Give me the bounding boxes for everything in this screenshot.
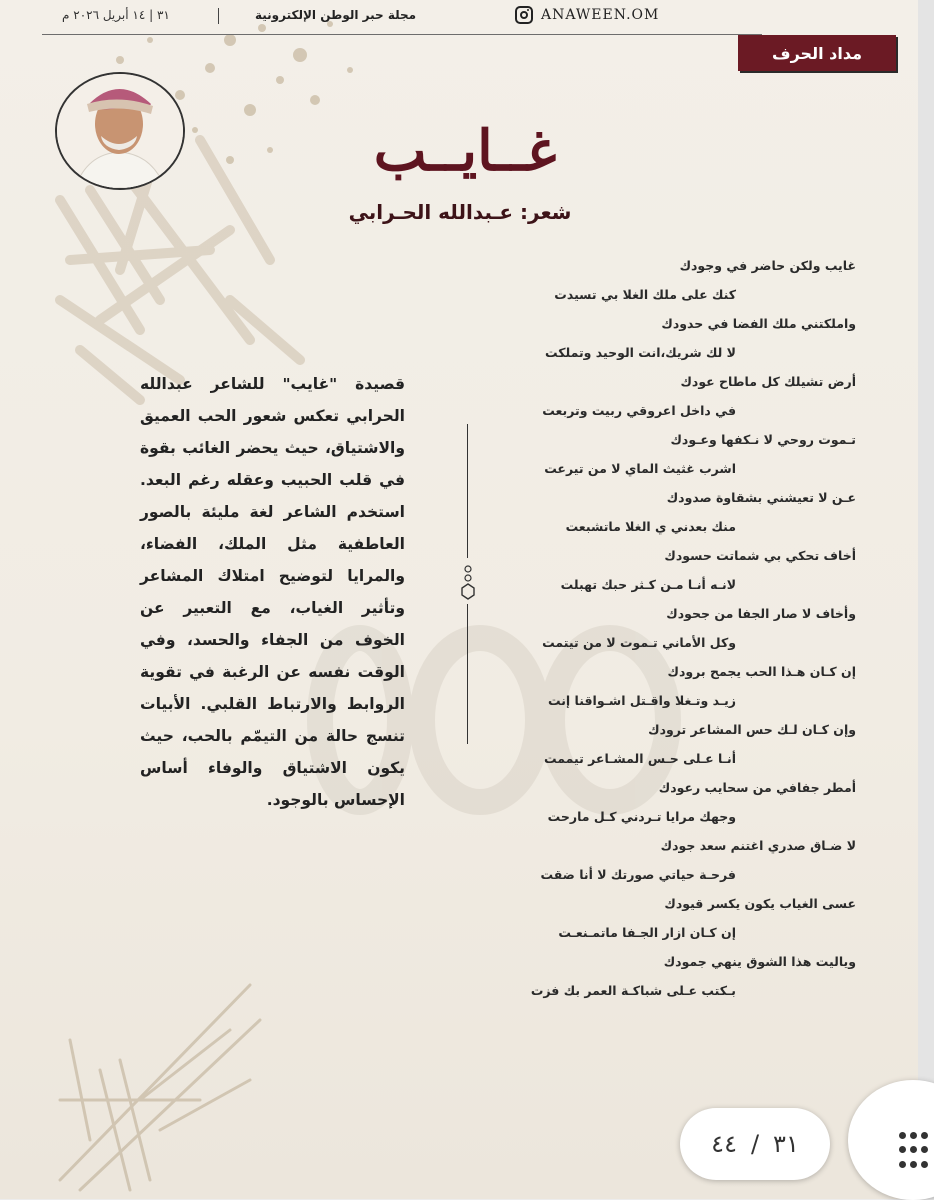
poem-line: لانـه أنـا مـن كـثر حبك تهبلت bbox=[560, 577, 736, 592]
poem-line: غايب ولكن حاضر في وجودك bbox=[679, 258, 856, 273]
poem-line: وكل الأماني تـموت لا من تيتمت bbox=[542, 635, 736, 650]
poem-line: لا ضـاق صدري اغتنم سعد جودك bbox=[660, 838, 856, 853]
poem-line: إن كـان ازار الجـفا ماتمـنعـت bbox=[558, 925, 736, 940]
poem-line: واملكتني ملك الفضا في حدودك bbox=[661, 316, 856, 331]
poem-line: وأخاف لا صار الجفا من جحودك bbox=[666, 606, 856, 621]
poem-line: أنـا عـلى حـس المشـاعر تيممت bbox=[543, 751, 736, 766]
poem-line: أرض تشيلك كل ماطاح عودك bbox=[680, 374, 856, 389]
divider-ornament bbox=[459, 565, 477, 601]
current-page: ٣١ bbox=[773, 1130, 799, 1158]
poem-line: اشرب غثيث الماي لا من تيرعت bbox=[544, 461, 736, 476]
poem-line: تـموت روحي لا نـكفها وعـودك bbox=[670, 432, 856, 447]
page-separator: / bbox=[750, 1130, 760, 1158]
grid-menu-icon[interactable] bbox=[899, 1132, 929, 1172]
poem-author: شعر: عـبدالله الحـرابي bbox=[348, 200, 572, 224]
total-pages: ٤٤ bbox=[711, 1130, 737, 1158]
poem-line: أخاف تحكي بي شماتت حسودك bbox=[664, 548, 856, 563]
poem-line: منك بعدني ي الغلا ماتشبعت bbox=[565, 519, 736, 534]
poem-title: غــايــب bbox=[373, 118, 557, 184]
column-divider bbox=[467, 424, 468, 558]
poem-line: إن كـان هـذا الحب يجمح برودك bbox=[667, 664, 856, 679]
page-indicator[interactable] bbox=[680, 1108, 830, 1180]
poem-line: بـكتب عـلى شباكـة العمر بك فزت bbox=[530, 983, 736, 998]
poem-line: لا لك شريك،انت الوحيد وتملكت bbox=[544, 345, 736, 360]
page-edge bbox=[918, 0, 934, 1199]
poem-line: وإن كـان لـك حس المشاعر ترودك bbox=[648, 722, 856, 737]
column-divider bbox=[467, 604, 468, 744]
poem-line: في داخل اعروقي ربيت وتربعت bbox=[542, 403, 736, 418]
section-tag: مداد الحرف bbox=[738, 35, 896, 71]
poem-line: وجهك مرايا تـردني كـل مارحت bbox=[547, 809, 736, 824]
poem-line: عـن لا تعيشني بشقاوة صدودك bbox=[666, 490, 856, 505]
poem-line: كنك على ملك الغلا بي تسيدت bbox=[554, 287, 736, 302]
poem-line: زيـد وتـغلا واقـتل اشـواقنا إنت bbox=[547, 693, 736, 708]
issue-date: ٣١ | ١٤ أبريل ٢٠٢٦ م bbox=[62, 8, 170, 22]
poem-line: أمطر جفافي من سحايب رعودك bbox=[658, 780, 856, 795]
website-text: ANAWEEN.OM bbox=[541, 7, 660, 23]
article-text: قصيدة "غايب" للشاعر عبدالله الحرابي تعكس شعور الحب العميق والاشتياق، حيث يحضر الغائب بقوة في قلب الحبيب وعقله رغم البعد. استخدم الشاعر لغة مليئة بالصور العاطفية مثل الملك، الفضاء، والمرايا لتوضيح امتلاك المشاعر وتأثير الغياب، مع التعبير عن الخوف من الجفاء والحسد، وفي الوقت نفسه عن الرغبة في تقوية الروابط والارتباط القلبي. الأبيات تنسج حالة من التيمّم بالحب، حيث يكون الاشتياق والوفاء أساس الإحساس بالوجود. bbox=[140, 375, 405, 809]
poem-line: فرحـة حياتي صورتك لا أنا ضقت bbox=[540, 867, 736, 882]
poem-line: عسى الغياب يكون يكسر قيودك bbox=[664, 896, 856, 911]
poem-line: وياليت هذا الشوق ينهي جمودك bbox=[663, 954, 856, 969]
magazine-name: مجلة حبر الوطن الإلكترونية bbox=[255, 8, 417, 22]
